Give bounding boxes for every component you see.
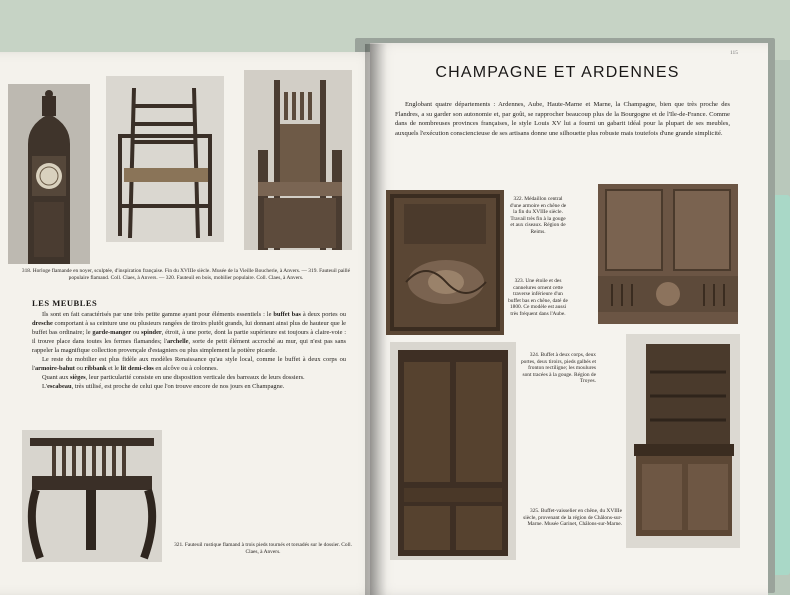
book-spine <box>365 44 387 595</box>
text-run: et le <box>106 365 121 372</box>
paragraph-2 <box>32 355 346 373</box>
caption-321: 321. Fauteuil rustique flamand à trois pieds tournés et torsadés sur le dossier. Coll. Claes, à Anvers. <box>174 542 352 555</box>
paragraph-3 <box>32 373 346 382</box>
text-run: , leur particularité consiste en une disposition verticale des barreaux de leurs dossiers. <box>85 374 305 381</box>
term-spinder: spinder <box>141 329 162 336</box>
caption-325: 325. Buffet-vaisselier en chêne, du XVIIIe siècle, provenant de la région de Châlons-sur-Marne. Musée Garinet, Châlons-sur-Marne. <box>523 508 622 528</box>
caption-324: 324. Buffet à deux corps, deux portes, deux tiroirs, pieds galbés et fronton rectiligne; les moulures sont tracées à la gouge. Région de Troyes. <box>520 352 596 385</box>
body-text <box>32 310 346 391</box>
photo-319-chair <box>106 76 224 242</box>
photo-325-dresser <box>626 334 740 548</box>
term-lit-demi-clos: lit demi-clos <box>120 365 154 372</box>
text-run: ou <box>74 365 85 372</box>
term-garde-manger: garde-manger <box>92 329 132 336</box>
page-number: 115 <box>730 50 739 56</box>
caption-322: 322. Médaillon central d'une armoire en chêne de la fin du XVIIIe siècle. Travail très fin à la gouge et aux ciseaux. Région de Reims. <box>509 196 567 235</box>
text-run: , très utilisé, est proche de celui que l'on trouve encore de nos jours en Champagne. <box>71 383 285 390</box>
term-archelle: archelle <box>166 338 189 345</box>
photo-323-buffet-rail <box>598 184 738 324</box>
text-run: comportant à sa ceinture une ou plusieurs rangées de tiroirs plutôt grands, lui donnant ainsi plus de hauteur que le buffet bas ordinaire; le <box>32 320 346 336</box>
term-dresche: dresche <box>32 320 53 327</box>
term-ribbank: ribbank <box>84 365 107 372</box>
page-title: CHAMPAGNE ET ARDENNES <box>435 64 680 81</box>
caption-323: 323. Une étoile et des cannelures ornent cette traverse inférieure d'un buffet bas en chêne, daté de 1800. Ce modèle est aussi très fréquent dans l'Aube. <box>508 278 568 317</box>
photo-322-medallion <box>386 190 504 335</box>
text-run: , sorte de petit élément accroché au mur, qui n'est pas sans rappeler la magnifique collection provençale d'estagniers ou plus simplement la potière picarde. <box>32 338 346 354</box>
term-armoire-bahut: armoire-bahut <box>34 365 75 372</box>
text-run: ou <box>131 329 142 336</box>
intro-paragraph: Englobant quatre départements : Ardennes, Aube, Haute-Marne et Marne, la Champagne, bien que très proche des Flandres, a su garder son autonomie et, par goût, se rapprocher beaucoup plus de la Bourgogne et de l'Ile-de-France. Comme dans de nombreuses provinces françaises, le style Louis XV lui a fourni un gabarit idéal pour la plupart de ses meubles, auxquels l'exécution consciencieuse de ses artisans donne une silhouette plus robuste mais toutefois d'une grande simplicité. <box>395 101 730 137</box>
text-run: Ils sont en fait caractérisés par une très petite gamme ayant pour éléments essentiels : le <box>42 311 274 318</box>
text-run: L' <box>42 383 48 390</box>
text-run: en alcôve ou à colonnes. <box>153 365 219 372</box>
photo-318-clock <box>8 84 90 264</box>
paragraph-1 <box>32 310 346 355</box>
text-run: Le reste du mobilier est plus fidèle aux modèles Renaissance qu'au style local, comme le buffet à deux corps ou l' <box>32 356 346 372</box>
text-run: Quant aux <box>42 374 71 381</box>
intro-text <box>395 100 730 138</box>
paragraph-4 <box>32 382 346 391</box>
photo-321-rustic-chair <box>22 430 162 562</box>
term-escabeau: escabeau <box>47 383 72 390</box>
text-run: à deux portes ou <box>300 311 346 318</box>
term-sieges: sièges <box>70 374 86 381</box>
text-run: , étroit, à une porte, dont la partie supérieure est toujours à claire-voie : il trouve place dans toutes les fermes flamandes; l' <box>32 329 347 345</box>
photo-324-buffet <box>390 342 516 560</box>
section-heading: LES MEUBLES <box>32 298 98 308</box>
caption-318-320: 318. Horloge flamande en noyer, sculptée, d'inspiration française. Fin du XVIIIe siècle. Musée de la Vieille Boucherie, à Anvers. — 319. Fauteuil paillé populaire flamand. Coll. Claes, à Anvers. — 320. Fauteuil en bois, mobilier populaire. Coll. Claes, à Anvers. <box>21 268 351 281</box>
term-buffet-bas: buffet bas <box>273 311 301 318</box>
photo-320-armchair <box>244 70 352 250</box>
